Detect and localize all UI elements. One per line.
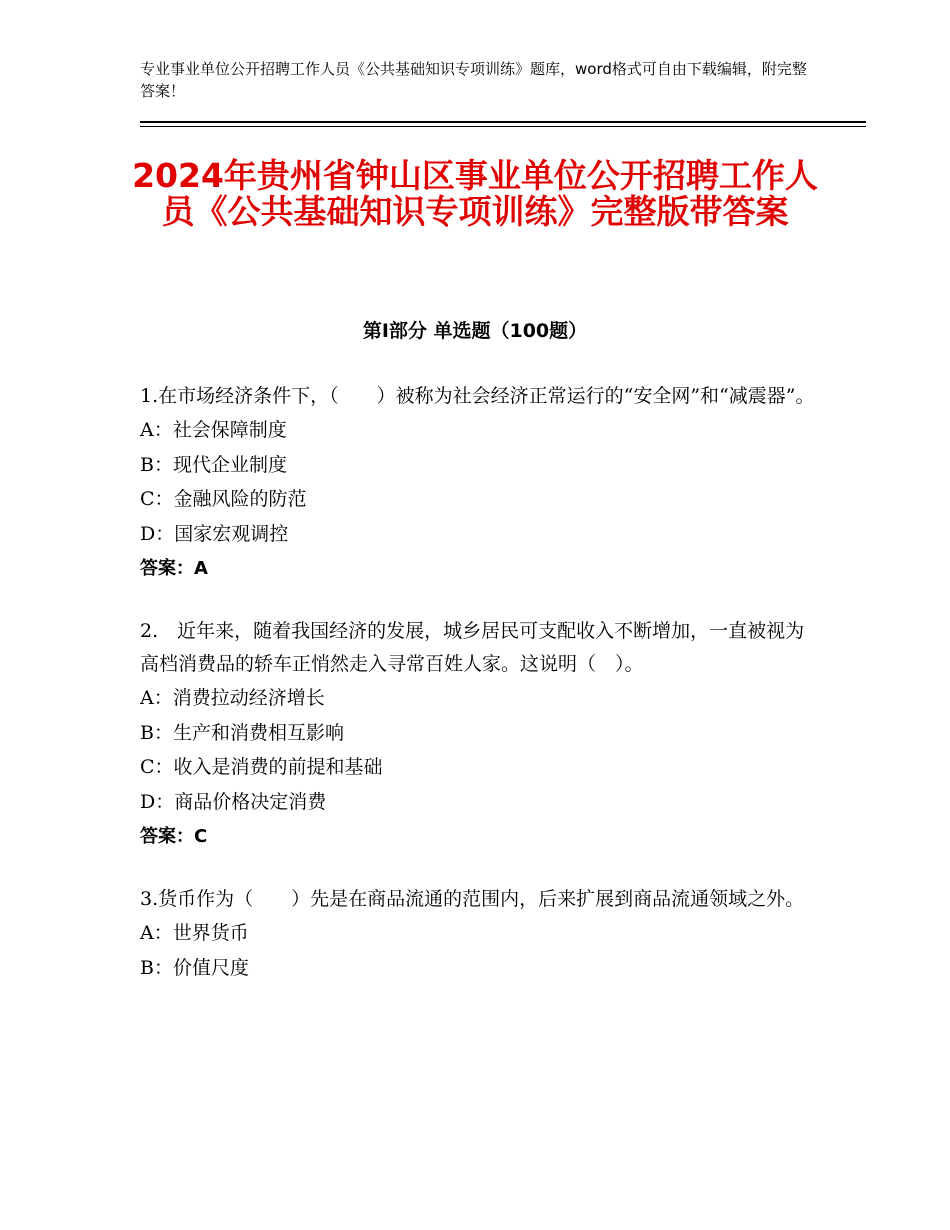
header-note: 专业事业单位公开招聘工作人员《公共基础知识专项训练》题库，word格式可自由下载编辑，附完整答案！ bbox=[140, 60, 807, 100]
option-a: A：消费拉动经济增长 bbox=[140, 687, 325, 709]
question-2 bbox=[140, 615, 820, 855]
option-b: B：现代企业制度 bbox=[140, 453, 287, 476]
option-b: B：生产和消费相互影响 bbox=[140, 721, 344, 744]
question-stem: 3.货币作为（ ）先是在商品流通的范围内，后来扩展到商品流通领域之外。 bbox=[140, 888, 805, 910]
question-stem: 1.在市场经济条件下，（ ）被称为社会经济正常运行的“安全网”和“减震器”。 bbox=[140, 385, 815, 407]
header-rule-thin bbox=[140, 126, 866, 127]
option-c: C：金融风险的防范 bbox=[140, 488, 307, 510]
section-heading: 第Ⅰ部分 单选题（100题） bbox=[362, 320, 588, 342]
question-3 bbox=[140, 883, 820, 985]
option-a: A：世界货币 bbox=[140, 922, 249, 944]
option-a: A：社会保障制度 bbox=[140, 419, 287, 441]
option-d: D：国家宏观调控 bbox=[140, 522, 289, 545]
question-1 bbox=[140, 380, 820, 587]
question-stem: 2. 近年来，随着我国经济的发展，城乡居民可支配收入不断增加，一直被视为高档消费品的轿车正悄然走入寻常百姓人家。这说明（ ）。 bbox=[140, 620, 805, 675]
option-b: B：价值尺度 bbox=[140, 956, 249, 979]
answer: 答案：C bbox=[140, 826, 208, 847]
option-d: D：商品价格决定消费 bbox=[140, 790, 327, 813]
question-list bbox=[140, 380, 820, 1013]
option-c: C：收入是消费的前提和基础 bbox=[140, 756, 383, 778]
answer: 答案：A bbox=[140, 558, 208, 579]
header-rule-thick bbox=[140, 121, 866, 123]
document-title: 2024年贵州省钟山区事业单位公开招聘工作人员《公共基础知识专项训练》完整版带答案 bbox=[132, 156, 818, 231]
